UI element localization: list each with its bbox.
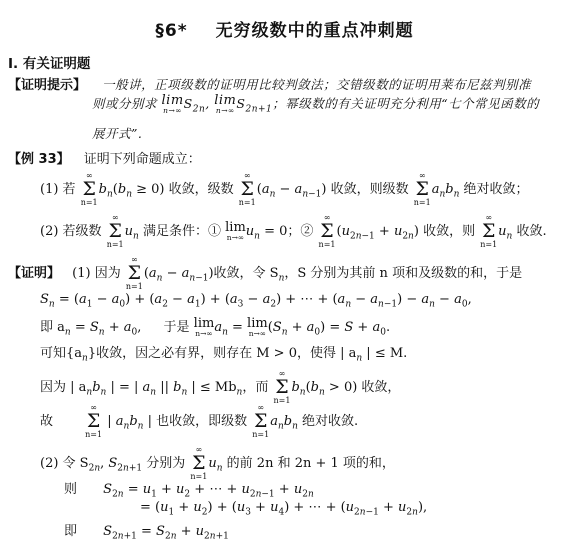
proof-eq-sn: $S_n = (a_1 - a_0) + (a_2 - a_1) + (a_3 - a_2)$ + ⋯ + $(a_n - a_{n-1}) - a_n - a_0$, — [40, 292, 472, 310]
sum-symbol: ∞ Σ n=1 — [80, 171, 98, 207]
sum-symbol: ∞ Σ n=1 — [252, 403, 270, 439]
proof-line-6: 故 ∞ Σ n=1 | $a_nb_n$ | 也收敛，即级数 ∞ Σ n=1 $a_nb_n$ 绝对收敛. — [40, 403, 359, 439]
sum-symbol: ∞ Σ n=1 — [480, 213, 498, 249]
limit-expr: lim n→∞ — [225, 220, 246, 243]
proof-line-4: 可知$\{a_n\}$收敛，因之必有界，则存在 M > 0，使得 | $a_n$ | ≤ M. — [40, 346, 408, 364]
sum-symbol: ∞ Σ n=1 — [85, 403, 103, 439]
sum-symbol: ∞ Σ n=1 — [238, 171, 256, 207]
title-text: 无穷级数中的重点冲刺题 — [215, 21, 414, 41]
hint-text-2a: 则或分别求 — [92, 96, 158, 111]
hint-text-3: 展开式”. — [92, 126, 143, 141]
proof-line-1: 【证明】 (1) 因为 ∞ Σ n=1 $(a_n - a_{n-1})$收敛，令 $S_n$，S 分别为其前 n 项和及级数的和，于是 — [8, 255, 523, 291]
example-intro: 证明下列命题成立： — [83, 152, 201, 167]
proof-eq-s2n-a: 则 $S_{2n} = u_1 + u_2$ + ⋯ + $u_{2n-1} + u_{2n}$ — [64, 482, 314, 500]
section-heading: Ⅰ. 有关证明题 — [8, 56, 91, 72]
example-item-1: (1) 若 ∞ Σ n=1 $b_n(b_n \ge 0)$ 收敛，级数 ∞ Σ n=1 $(a_n - a_{n-1})$ 收敛，则级数 ∞ Σ n=1 $a_nb_n$ 绝对收敛； — [40, 171, 529, 207]
section-mark: §6* — [155, 21, 188, 41]
example-item-2: (2) 若级数 ∞ Σ n=1 $u_n$ 满足条件：① lim n→∞ $u_n = 0$；② ∞ Σ n=1 $(u_{2n-1} + u_{2n})$ 收敛，则 ∞ Σ n=1 $u_n$ 收敛. — [40, 213, 547, 249]
hint-text-1: 一般讲，正项级数的证明用比较判敛法；交错级数的证明用莱布尼兹判别准 — [102, 77, 532, 92]
sum-symbol: ∞ Σ n=1 — [273, 369, 291, 405]
hint-label: 【证明提示】 — [8, 78, 87, 93]
limit-expr: lim n→∞ — [161, 93, 184, 116]
proof-line-5: 因为 | $a_nb_n$ | = | $a_n$ || $b_n$ | ≤ $Mb_n$，而 ∞ Σ n=1 $b_n(b_n > 0)$ 收敛， — [40, 369, 401, 405]
hint-text-2b: ；幂级数的有关证明充分利用“七个常见函数的 — [272, 96, 540, 111]
hint-line-2: 则或分别求 lim n→∞ $S_{2n}$, lim n→∞ $S_{2n+1}$；幂级数的有关证明充分利用“七个常见函数的 — [92, 93, 540, 116]
limit-expr: lim n→∞ — [214, 93, 237, 116]
sum-symbol: ∞ Σ n=1 — [413, 171, 431, 207]
page-title — [0, 16, 569, 41]
proof-eq-s2n1: 即 $S_{2n+1} = S_{2n} + u_{2n+1}$ — [64, 524, 229, 542]
proof-eq-s2n-b: = $(u_1 + u_2) + (u_3 + u_4)$ + ⋯ + $(u_{2n-1} + u_{2n})$, — [140, 500, 428, 518]
example-label: 【例 33】 — [8, 152, 70, 167]
sum-symbol: ∞ Σ n=1 — [106, 213, 124, 249]
sum-symbol: ∞ Σ n=1 — [318, 213, 336, 249]
proof-line-3: 即 $a_n = S_n + a_0$, 于是 lim n→∞ $a_n$ = lim n→∞ $(S_n + a_0) = S + a_0$. — [40, 316, 391, 339]
limit-expr: lim n→∞ — [247, 316, 268, 339]
hint-line-1 — [8, 74, 531, 93]
sum-symbol: ∞ Σ n=1 — [125, 255, 143, 291]
proof-line-7: (2) 令 $S_{2n}$, $S_{2n+1}$ 分别为 ∞ Σ n=1 $u_n$ 的前 2n 和 2n + 1 项的和， — [40, 445, 395, 481]
proof-label: 【证明】 — [8, 266, 61, 281]
limit-expr: lim n→∞ — [193, 316, 215, 339]
example-heading — [8, 148, 201, 167]
sum-symbol: ∞ Σ n=1 — [190, 445, 208, 481]
